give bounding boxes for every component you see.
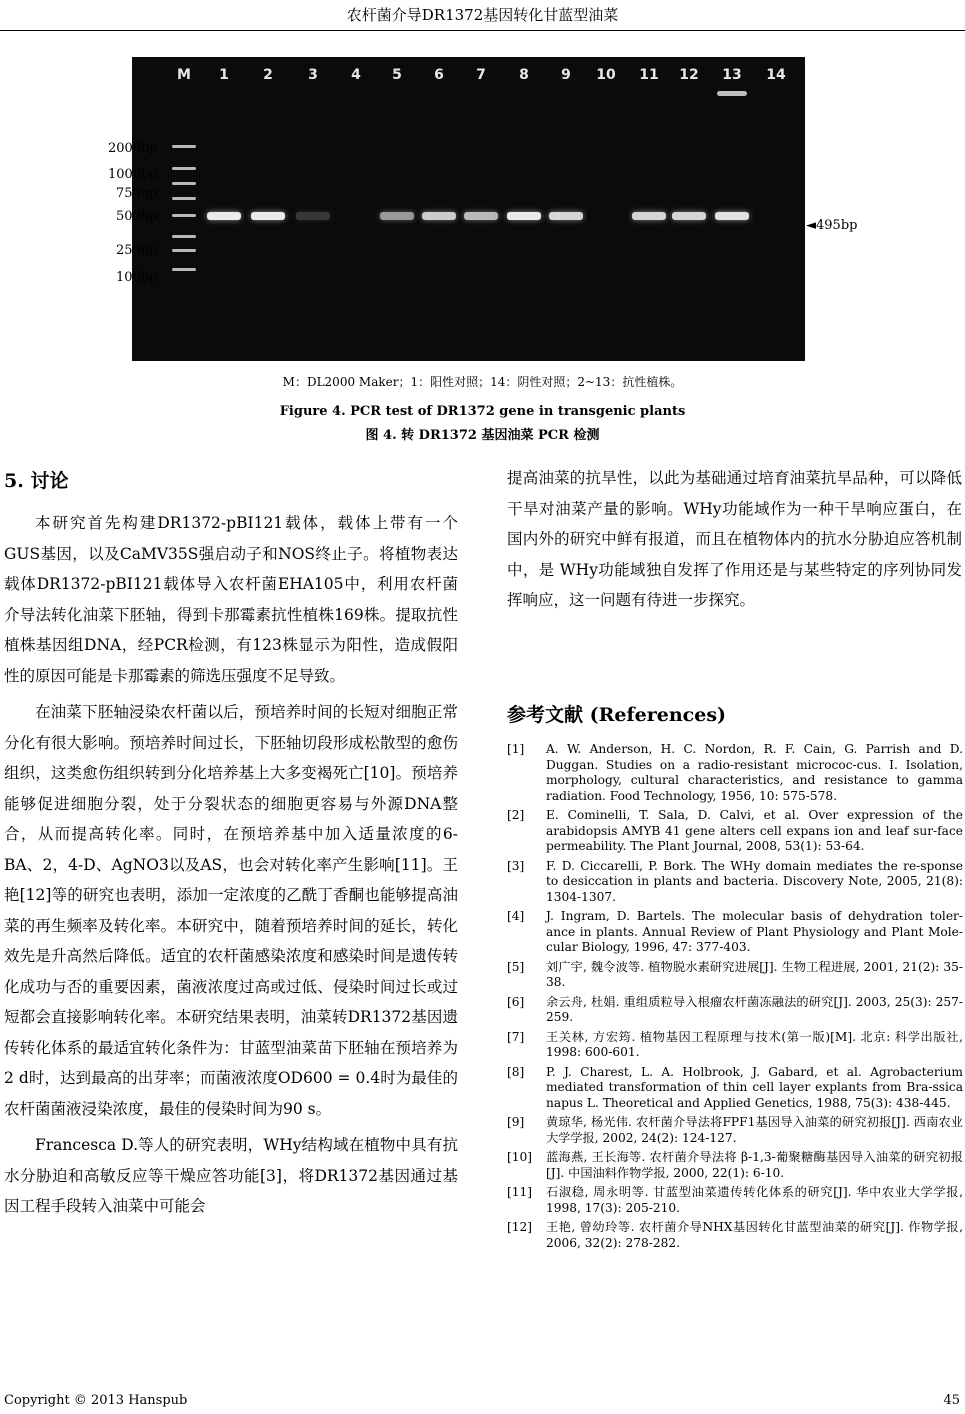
lane-label: 6	[434, 67, 444, 83]
lane-label: M	[177, 67, 191, 83]
target-band-label	[806, 218, 857, 233]
well-band	[717, 91, 747, 96]
page-number: 45	[943, 1393, 960, 1408]
reference-text: 石淑稳, 周永明等. 甘蓝型油菜遗传转化体系的研究[J]. 华中农业大学学报, 1998, 17(3): 205-210.	[546, 1185, 963, 1215]
dna-band	[549, 212, 583, 220]
ladder-band	[172, 182, 196, 185]
ladder-band	[172, 249, 196, 252]
lane-label: 8	[519, 67, 529, 83]
reference-number: [12]	[507, 1220, 533, 1234]
lane-label: 2	[263, 67, 273, 83]
dna-band	[422, 212, 456, 220]
header-rule	[0, 30, 965, 31]
reference-number: [6]	[507, 994, 525, 1009]
lane-label: 14	[766, 67, 786, 83]
paragraph: 在油菜下胚轴浸染农杆菌以后，预培养时间的长短对细胞正常分化有很大影响。预培养时间过长，下胚轴切段形成松散型的愈伤组织，这类愈伤组织转到分化培养基上大多变褐死亡[10]。预培养能够促进细胞分裂，处于分裂状态的细胞更容易与外源DNA整合，从而提高转化率。同时，在预培养基中加入适量浓度的6-BA、2，4-D、AgNO3以及AS，也会对转化率产生影响[11]。王艳[12]等的研究也表明，添加一定浓度的乙酰丁香酮也能够提高油菜的再生频率及转化率。本研究中，随着预培养时间的延长，转化效先是升高然后降低。适宜的农杆菌感染浓度和感染时间是遗传转化成功与否的重要因素，菌液浓度过高或过低、侵染时间过长或过短都会直接影响转化率。本研究结果表明，油菜转DR1372基因遗传转化体系的最适宜转化条件为：甘蓝型油菜苗下胚轴在预培养为2 d时，达到最高的出芽率；而菌液浓度OD600 = 0.4时为最佳的农杆菌菌液浸染浓度，最佳的侵染时间为90 s。	[4, 703, 458, 1118]
reference-item	[507, 960, 963, 991]
ladder-label-750: 750bp	[116, 186, 158, 201]
paragraph: 提高油菜的抗旱性，以此为基础通过培育油菜抗旱品种，可以降低干旱对油菜产量的影响。WHy功能域作为一种干旱响应蛋白，在国内外的研究中鲜有报道，而且在植物体内的抗水分胁迫应答机制中，是 WHy功能域独自发挥了作用还是与某些特定的序列协同发挥响应，这一问题有待进一步探究。	[507, 469, 962, 609]
references-heading: 参考文献 (References)	[507, 704, 727, 726]
ladder-band	[172, 167, 196, 170]
arrow-left-icon: ◄	[806, 218, 816, 233]
dna-band	[715, 212, 749, 220]
reference-number: [3]	[507, 858, 525, 873]
ladder-label-2000: 2000bp	[108, 141, 158, 156]
lane-label: 5	[392, 67, 402, 83]
paragraph: Francesca D.等人的研究表明，WHy结构域在植物中具有抗水分胁迫和高敏反应等干燥应答功能[3]，将DR1372基因通过基因工程手段转入油菜中可能会	[4, 1136, 458, 1215]
paragraph: 本研究首先构建DR1372-pBI121载体，载体上带有一个GUS基因，以及CaMV35S强启动子和NOS终止子。将植物表达载体DR1372-pBI121载体导入农杆菌EHA105中，利用农杆菌介导法转化油菜下胚轴，得到卡那霉素抗性植株169株。提取抗性植株基因组DNA，经PCR检测，有123株显示为阳性，造成假阳性的原因可能是卡那霉素的筛选压强度不足导致。	[4, 514, 458, 685]
dna-band	[251, 212, 285, 220]
reference-item	[507, 1220, 963, 1251]
lane-label: 10	[596, 67, 616, 83]
lane-label: 3	[308, 67, 318, 83]
reference-item	[507, 1185, 963, 1216]
reference-number: [8]	[507, 1064, 525, 1079]
gel-legend: M：DL2000 Maker；1：阳性对照；14：阴性对照；2~13：抗性植株。	[282, 375, 683, 389]
reference-text: J. Ingram, D. Bartels. The molecular basis of dehydration toler-ance in plants. Annual Review of Plant Physiology and Plant Mole-cular Biology, 1996, 47: 377-403.	[546, 909, 963, 954]
ladder-label-250: 250bp	[116, 243, 158, 258]
reference-text: 蓝海燕, 王长海等. 农杆菌介导法将 β-1,3-葡聚糖酶基因导入油菜的研究初报[J]. 中国油料作物学报, 2000, 22(1): 6-10.	[546, 1150, 963, 1180]
dna-band	[672, 212, 706, 220]
dna-band	[464, 212, 498, 220]
lane-label: 9	[561, 67, 571, 83]
target-size: 495bp	[816, 218, 858, 233]
reference-number: [4]	[507, 909, 525, 923]
ladder-label-1000: 1000bp	[108, 167, 158, 182]
ladder-band	[172, 268, 196, 271]
body-left-column	[4, 508, 458, 1228]
footer-copyright: Copyright © 2013 Hanspub	[4, 1393, 188, 1408]
reference-item	[507, 1030, 963, 1061]
running-header: 农杆菌介导DR1372基因转化甘蓝型油菜	[346, 6, 619, 24]
reference-item	[507, 1115, 963, 1146]
ladder-label-100: 100bp	[116, 270, 158, 285]
lane-label: 12	[679, 67, 699, 83]
lane-label: 13	[722, 67, 742, 83]
reference-text: 王关林, 方宏筠. 植物基因工程原理与技术(第一版)[M]. 北京: 科学出版社, 1998: 600-601.	[546, 1029, 963, 1059]
reference-number: [11]	[507, 1185, 533, 1199]
ladder-band	[172, 214, 196, 217]
reference-item	[507, 742, 963, 804]
reference-number: [1]	[507, 742, 525, 756]
reference-text: 王艳, 曾幼玲等. 农杆菌介导NHX基因转化甘蓝型油菜的研究[J]. 作物学报, 2006, 32(2): 278-282.	[546, 1220, 963, 1250]
reference-number: [7]	[507, 1029, 525, 1044]
dna-band	[380, 212, 414, 220]
ladder-band	[172, 235, 196, 238]
section-heading: 5. 讨论	[4, 470, 69, 492]
lane-label: 11	[639, 67, 659, 83]
dna-band	[632, 212, 666, 220]
lane-label: 7	[476, 67, 486, 83]
reference-text: 刘广宇, 魏令波等. 植物脱水素研究进展[J]. 生物工程进展, 2001, 21(2): 35-38.	[546, 959, 963, 989]
figure-caption-zh: 图 4. 转 DR1372 基因油菜 PCR 检测	[365, 428, 600, 443]
reference-number: [5]	[507, 959, 525, 974]
dna-band	[207, 212, 241, 220]
reference-item	[507, 808, 963, 855]
reference-text: P. J. Charest, L. A. Holbrook, J. Gabard, et al. Agrobacterium mediated transformation of thin cell layer explants from Bra-ssica napus L. Theoretical and Applied Genetics, 1988, 75(3): 438-445.	[546, 1064, 963, 1110]
reference-item	[507, 909, 963, 956]
dna-band	[296, 212, 330, 220]
gel-electrophoresis-image	[132, 57, 805, 361]
ladder-label-500: 500bp	[116, 209, 158, 224]
reference-text: F. D. Ciccarelli, P. Bork. The WHy domain mediates the re-sponse to desiccation in plants and bacteria. Discovery Note, 2005, 21(8): 1304-1307.	[546, 858, 963, 904]
reference-number: [2]	[507, 808, 525, 822]
reference-text: A. W. Anderson, H. C. Nordon, R. F. Cain, G. Parrish and D. Duggan. Studies on a radio-resistant micrococ-cus. I. Isolation, morphology, cultural characteristics, and resistance to gamma radiation. Food Technology, 1956, 10: 575-578.	[546, 742, 963, 803]
reference-text: 黄琼华, 杨光伟. 农杆菌介导法将FPF1基因导入油菜的研究初报[J]. 西南农业大学学报, 2002, 24(2): 124-127.	[546, 1115, 963, 1145]
body-right-column	[507, 463, 962, 616]
reference-number: [10]	[507, 1150, 533, 1164]
figure-caption-en: Figure 4. PCR test of DR1372 gene in transgenic plants	[279, 404, 686, 419]
dna-band	[507, 212, 541, 220]
reference-item	[507, 1065, 963, 1112]
reference-item	[507, 1150, 963, 1181]
reference-item	[507, 995, 963, 1026]
ladder-band	[172, 197, 196, 200]
reference-text: E. Cominelli, T. Sala, D. Calvi, et al. Over expression of the arabidopsis AMYB 41 gene alters cell expans ion and leaf sur-face permeability. The Plant Journal, 2008, 53(1): 53-64.	[546, 808, 963, 853]
reference-text: 余云舟, 杜娟. 重组质粒导入根瘤农杆菌冻融法的研究[J]. 2003, 25(3): 257-259.	[546, 994, 963, 1024]
lane-label: 1	[219, 67, 229, 83]
reference-number: [9]	[507, 1115, 525, 1129]
lane-label: 4	[351, 67, 361, 83]
references-list	[507, 742, 963, 1255]
ladder-band	[172, 145, 196, 148]
reference-item	[507, 859, 963, 906]
